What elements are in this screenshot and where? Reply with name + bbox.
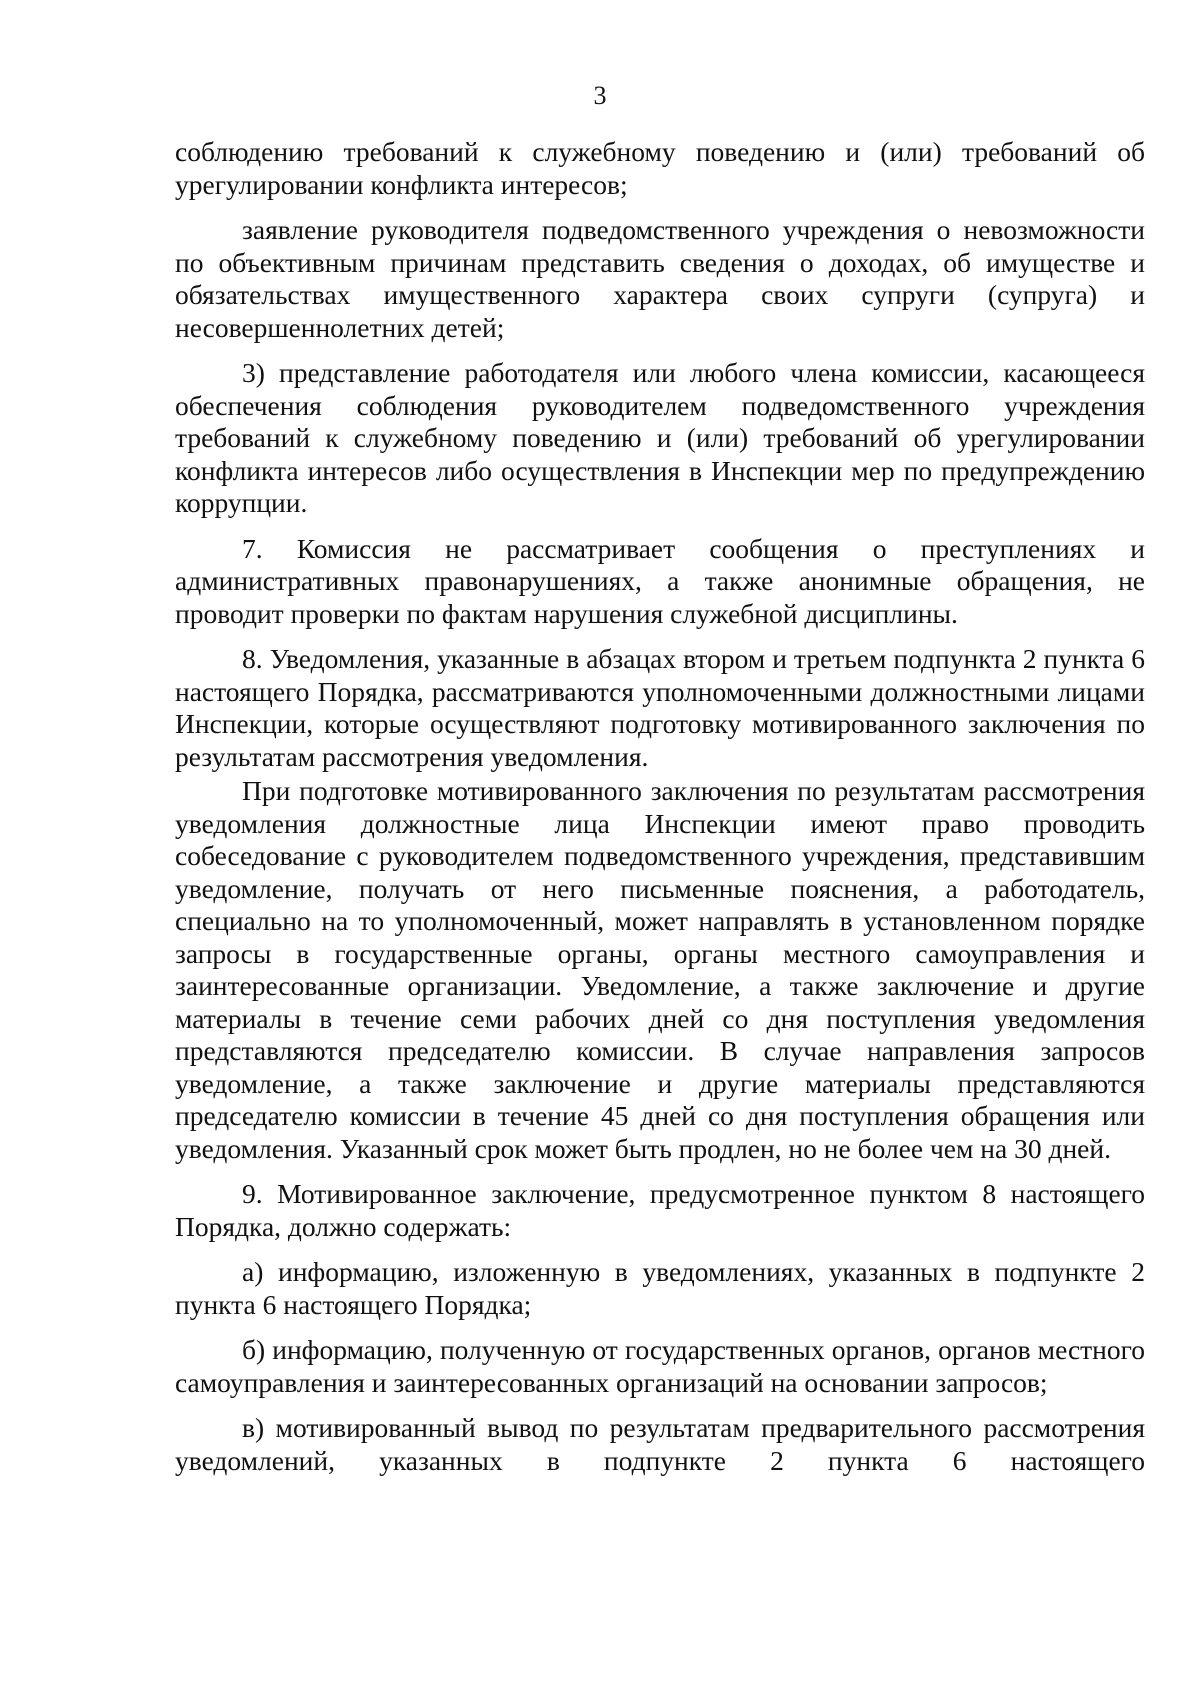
paragraph-preparation: При подготовке мотивированного заключения по результатам рассмотрения уведомления должностные лица Инспекции имеют право проводить собеседование с руководителем подведомственного учреждения, представившим уведомление, получать от него письменные пояснения, а работодатель, специально на то уполномоченный, может направлять в установленном порядке запросы в государственные органы, органы местного самоуправления и заинтересованные организации. Уведомление, а также заключение и другие материалы в течение семи рабочих дней со дня поступления уведомления представляются председателю комиссии. В случае направления запросов уведомление, а также заключение и другие материалы представляются председателю комиссии в течение 45 дней со дня поступления обращения или уведомления. Указанный срок может быть продлен, но не более чем на 30 дней. [175, 775, 1145, 1164]
paragraph-item-8: 8. Уведомления, указанные в абзацах втором и третьем подпункта 2 пункта 6 настоящего Порядка, рассматриваются уполномоченными должностными лицами Инспекции, которые осуществляют подготовку мотивированного заключения по результатам рассмотрения уведомления. [175, 643, 1145, 772]
page-number: 3 [593, 81, 607, 110]
document-body [175, 136, 1145, 1490]
paragraph-statement-income: заявление руководителя подведомственного учреждения о невозможности по объективным причинам представить сведения о доходах, об имуществе и обязательствах имущественного характера своих супруги (супруга) и несовершеннолетних детей; [175, 214, 1145, 343]
paragraph-item-9: 9. Мотивированное заключение, предусмотренное пунктом 8 настоящего Порядка, должно содержать: [175, 1178, 1145, 1242]
paragraph-item-7: 7. Комиссия не рассматривает сообщения о преступлениях и административных правонарушениях, а также анонимные обращения, не проводит проверки по фактам нарушения служебной дисциплины. [175, 532, 1145, 629]
paragraph-item-3: 3) представление работодателя или любого члена комиссии, касающееся обеспечения соблюдения руководителем подведомственного учреждения требований к служебному поведению и (или) требований об урегулировании конфликта интересов либо осуществления в Инспекции мер по предупреждению коррупции. [175, 357, 1145, 518]
paragraph-conflict-continuation: соблюдению требований к служебному поведению и (или) требований об урегулировании конфликта интересов; [175, 136, 1145, 200]
paragraph-item-9v: в) мотивированный вывод по результатам предварительного рассмотрения уведомлений, указанных в подпункте 2 пункта 6 настоящего [175, 1412, 1145, 1476]
paragraph-item-9a: а) информацию, изложенную в уведомлениях, указанных в подпункте 2 пункта 6 настоящего Порядка; [175, 1256, 1145, 1320]
paragraph-item-9b: б) информацию, полученную от государственных органов, органов местного самоуправления и заинтересованных организаций на основании запросов; [175, 1334, 1145, 1398]
